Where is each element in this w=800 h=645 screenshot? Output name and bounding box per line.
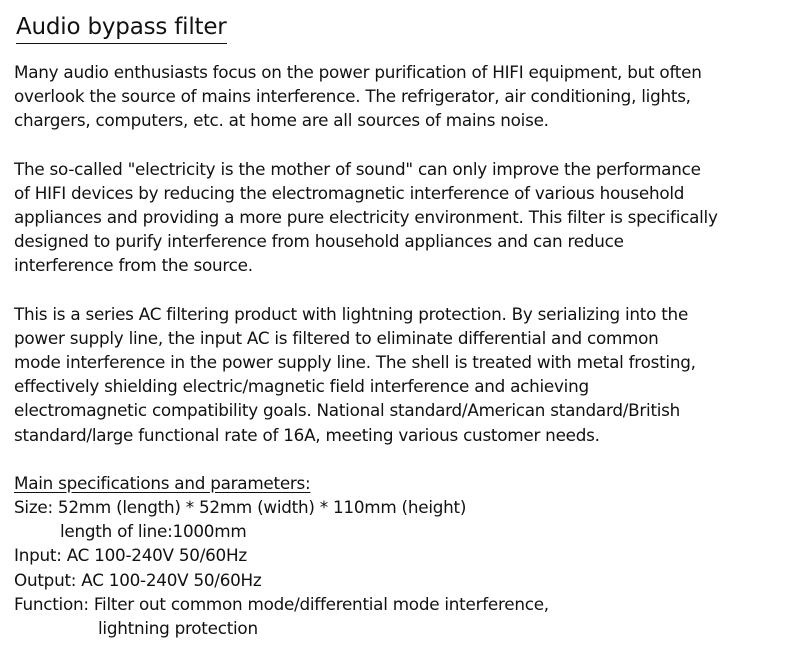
paragraph-line: The so-called "electricity is the mother of sound" can only improve the performance xyxy=(14,158,701,179)
paragraph-intro xyxy=(14,60,794,133)
spec-output: Output: AC 100-240V 50/60Hz xyxy=(14,569,262,590)
paragraph-line: effectively shielding electric/magnetic field interference and achieving xyxy=(14,376,589,397)
paragraph-line: standard/large functional rate of 16A, meeting various customer needs. xyxy=(14,424,600,445)
specs-heading: Main specifications and parameters: xyxy=(14,472,311,493)
spec-input: Input: AC 100-240V 50/60Hz xyxy=(14,545,247,566)
specifications-section xyxy=(14,471,794,640)
paragraph-electricity xyxy=(14,157,794,278)
spec-function-continued: lightning protection xyxy=(98,618,258,639)
paragraph-line: chargers, computers, etc. at home are all sources of mains noise. xyxy=(14,110,549,131)
page-title: Audio bypass filter xyxy=(16,12,227,44)
paragraph-line: designed to purify interference from household appliances and can reduce xyxy=(14,231,624,252)
spec-size: Size: 52mm (length) * 52mm (width) * 110mm (height) xyxy=(14,497,467,518)
spec-line-length: length of line:1000mm xyxy=(60,521,247,542)
paragraph-line: This is a series AC filtering product with lightning protection. By serializing into the xyxy=(14,303,689,324)
paragraph-line: of HIFI devices by reducing the electromagnetic interference of various household xyxy=(14,182,685,203)
paragraph-line: interference from the source. xyxy=(14,255,253,276)
spec-function: Function: Filter out common mode/differential mode interference, xyxy=(14,593,549,614)
paragraph-line: electromagnetic compatibility goals. National standard/American standard/British xyxy=(14,400,681,421)
paragraph-line: appliances and providing a more pure electricity environment. This filter is specifically xyxy=(14,207,718,228)
paragraph-line: power supply line, the input AC is filtered to eliminate differential and common xyxy=(14,327,659,348)
document-page xyxy=(14,12,794,640)
paragraph-line: mode interference in the power supply line. The shell is treated with metal frosting, xyxy=(14,352,696,373)
paragraph-line: overlook the source of mains interference. The refrigerator, air conditioning, lights, xyxy=(14,86,691,107)
paragraph-product xyxy=(14,302,794,447)
paragraph-line: Many audio enthusiasts focus on the power purification of HIFI equipment, but often xyxy=(14,62,702,82)
